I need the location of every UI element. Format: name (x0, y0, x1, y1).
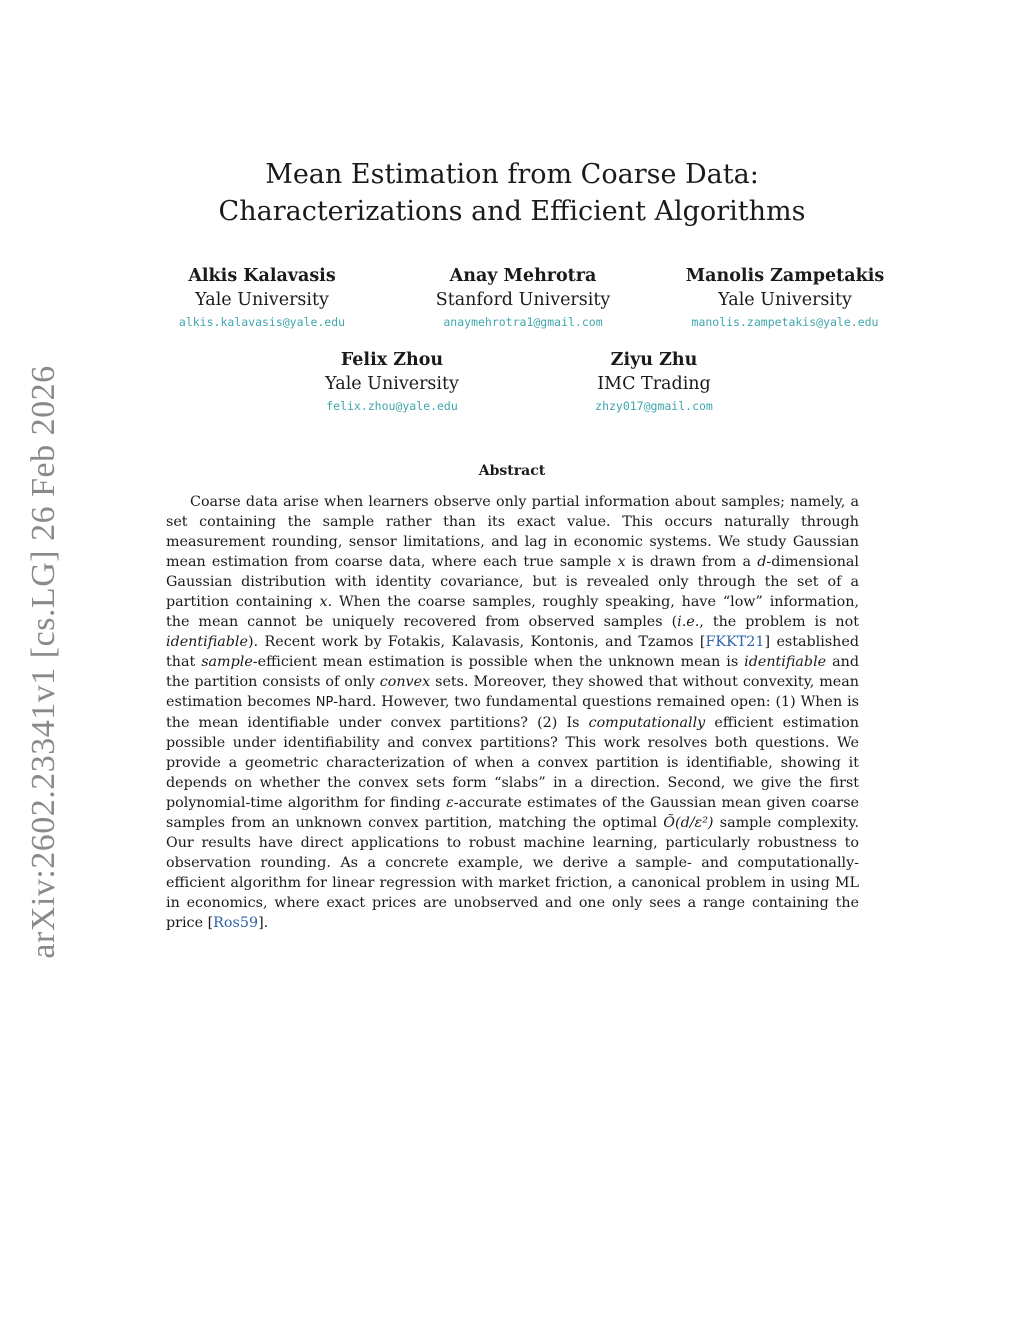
author-affiliation: IMC Trading (597, 374, 711, 394)
abstract-paragraph (166, 492, 859, 933)
author-email[interactable]: felix.zhou@yale.edu (326, 399, 458, 413)
emphasis-text: computationally (588, 715, 706, 731)
paper-title-line-2: Characterizations and Efficient Algorithms (218, 196, 806, 227)
author-block (504, 348, 804, 416)
math-variable: d (757, 554, 767, 570)
abstract-text: -dimensional Gaussian distribution with identity covariance, but is revealed only through the set of a partition containing (166, 554, 859, 610)
author-name: Felix Zhou (340, 350, 444, 370)
author-block (112, 264, 412, 332)
math-variable: ε (446, 795, 454, 811)
author-email[interactable]: manolis.zampetakis@yale.edu (691, 315, 879, 329)
abstract-heading: Abstract (478, 463, 546, 479)
abstract-text: is drawn from a (625, 554, 758, 570)
abstract-text: and the partition consists of only (166, 654, 859, 690)
paper-title (0, 156, 1024, 230)
abstract-text: ]. (258, 915, 269, 931)
author-block (635, 264, 935, 332)
abstract-text: Coarse data arise when learners observe only partial information about samples; namely, a set containing the sample rather than its exact value. This occurs naturally through measurement rounding, sensor limitations, and lag in economic systems. We study Gaussian mean estimation from coarse data, where each true sample (166, 494, 859, 570)
author-email[interactable]: alkis.kalavasis@yale.edu (178, 315, 346, 329)
math-expression: Õ(d/ε²) (663, 815, 714, 831)
author-name: Alkis Kalavasis (188, 266, 336, 286)
author-block (373, 264, 673, 332)
author-affiliation: Yale University (325, 374, 459, 394)
author-email[interactable]: zhzy017@gmail.com (595, 399, 713, 413)
abstract-text: efficient estimation possible under identifiability and convex partitions? This work resolves both questions. We provide a geometric characterization of when a convex partition is identifiable, showing it depends on whether the convex sets form “slabs” in a direction. Second, we give the first polynomial-time algorithm for finding (166, 715, 859, 811)
arxiv-identifier-stamp: arXiv:2602.23341v1 [cs.LG] 26 Feb 2026 (25, 365, 62, 959)
abstract-text: sets. Moreover, they showed that without convexity, mean estimation becomes (166, 674, 859, 710)
math-variable: x (617, 554, 626, 570)
emphasis-text: identifiable (166, 634, 248, 650)
abstract-text: . When the coarse samples, roughly speaking, have “low” information, the mean cannot be uniquely recovered from observed samples ( (166, 594, 859, 630)
author-name: Manolis Zampetakis (685, 266, 885, 286)
complexity-class: NP (315, 695, 334, 710)
paper-title-line-1: Mean Estimation from Coarse Data: (265, 159, 759, 190)
abstract-text: ). Recent work by Fotakis, Kalavasis, Kontonis, and Tzamos [ (247, 634, 706, 650)
emphasis-text: i.e. (677, 614, 700, 630)
abstract-body (166, 492, 859, 933)
math-variable: x (319, 594, 328, 610)
abstract-text: , the problem is not (699, 614, 859, 630)
abstract-text: ] established that (166, 634, 859, 670)
emphasis-text: identifiable (744, 654, 827, 670)
citation-link[interactable]: FKKT21 (705, 634, 765, 650)
author-block (242, 348, 542, 416)
author-email[interactable]: anaymehrotra1@gmail.com (443, 315, 603, 329)
author-affiliation: Stanford University (435, 290, 611, 310)
author-affiliation: Yale University (195, 290, 329, 310)
abstract-text: -accurate estimates of the Gaussian mean given coarse samples from an unknown convex partition, matching the optimal (166, 795, 859, 831)
author-affiliation: Yale University (718, 290, 852, 310)
author-name: Anay Mehrotra (449, 266, 597, 286)
emphasis-text: sample (201, 654, 253, 670)
emphasis-text: convex (379, 674, 431, 690)
citation-link[interactable]: Ros59 (213, 915, 259, 931)
abstract-text: sample complexity. Our results have direct applications to robust machine learning, particularly robustness to observation rounding. As a concrete example, we derive a sample- and computationally- efficient algorithm for linear regression with market friction, a canonical problem in using ML in economics, where exact prices are unobserved and one only sees a range containing the price [ (166, 815, 860, 931)
author-name: Ziyu Zhu (610, 350, 698, 370)
abstract-text: -hard. However, two fundamental questions remained open: (1) When is the mean identifiable under convex partitions? (2) Is (166, 694, 859, 731)
abstract-text: -efficient mean estimation is possible when the unknown mean is (252, 654, 745, 670)
